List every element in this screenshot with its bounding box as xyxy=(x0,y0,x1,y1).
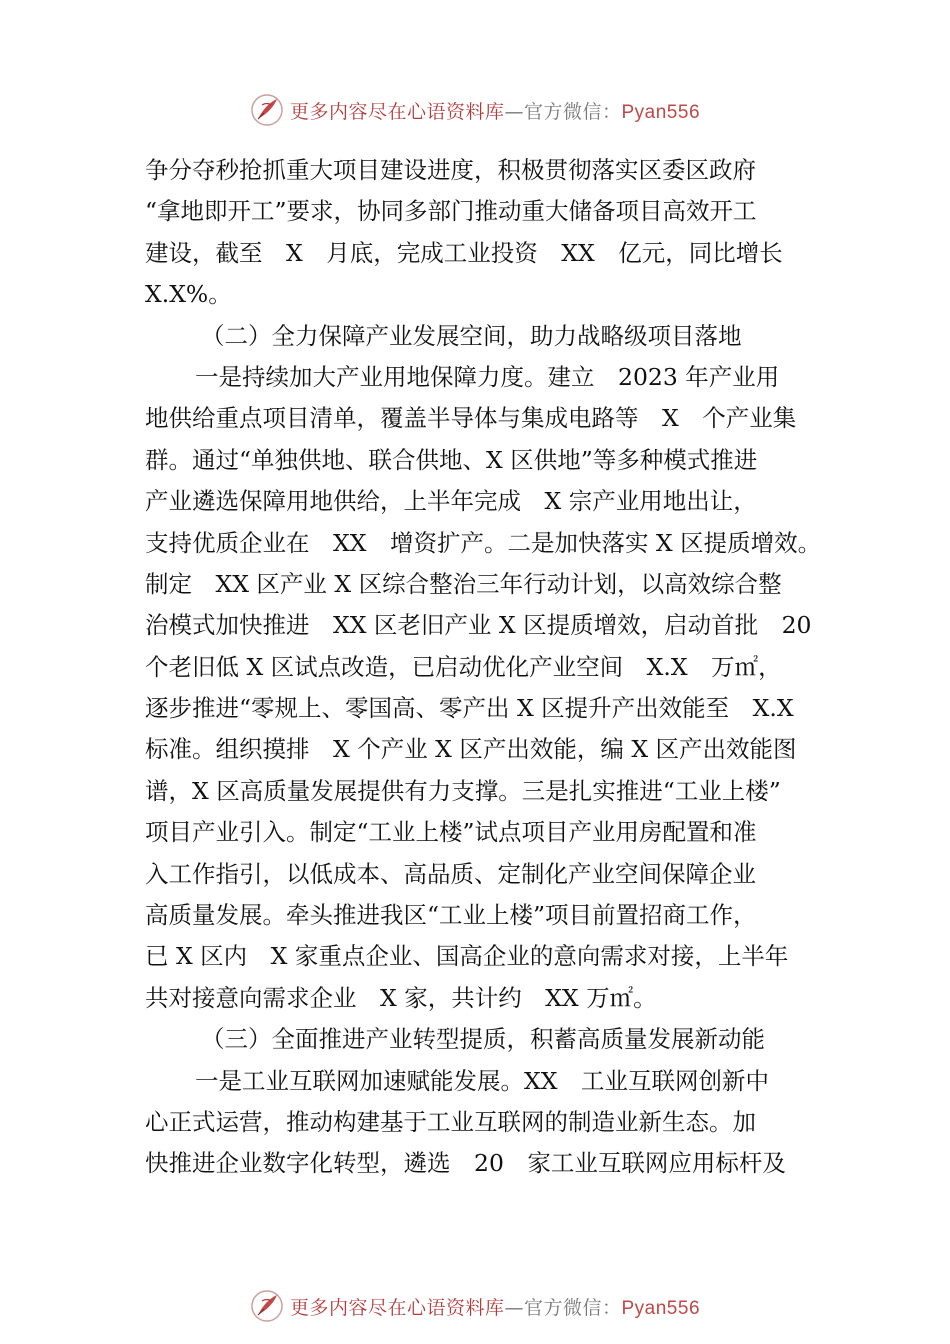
watermark-footer xyxy=(0,1289,950,1329)
body-line: 支持优质企业在 XX 增资扩产。二是加快落实 X 区提质增效。 xyxy=(145,528,822,557)
quill-pen-logo-icon xyxy=(250,1289,284,1323)
body-line: 项目产业引入。制定“工业上楼”试点项目产业用房配置和准 xyxy=(145,818,757,847)
body-line: 建设，截至 X 月底，完成工业投资 XX 亿元，同比增长 xyxy=(145,238,783,267)
body-line: X.X%。 xyxy=(145,280,232,309)
body-line: 高质量发展。牵头推进我区“工业上楼”项目前置招商工作， xyxy=(145,901,757,930)
watermark-text: 更多内容尽在心语资料库—官方微信：Pyan556 xyxy=(289,100,701,123)
paragraph-start: 一是持续加大产业用地保障力度。建立 2023 年产业用 xyxy=(195,362,780,391)
body-line: 逐步推进“零规上、零国高、零产出 X 区提升产出效能至 X.X xyxy=(145,694,794,723)
body-line: 争分夺秒抢抓重大项目建设进度，积极贯彻落实区委区政府 xyxy=(145,156,756,184)
watermark-header xyxy=(0,93,950,133)
body-line: 制定 XX 区产业 X 区综合整治三年行动计划，以高效综合整 xyxy=(145,569,782,598)
body-line: 地供给重点项目清单，覆盖半导体与集成电路等 X 个产业集 xyxy=(145,404,797,433)
body-line: 产业遴选保障用地供给，上半年完成 X 宗产业用地出让， xyxy=(145,487,757,516)
body-line: 治模式加快推进 XX 区老旧产业 X 区提质增效，启动首批 20 xyxy=(145,611,812,640)
quill-pen-logo-icon xyxy=(250,93,284,127)
body-line: 谱，X 区高质量发展提供有力支撑。三是扎实推进“工业上楼” xyxy=(145,776,781,805)
document-body xyxy=(145,150,822,1185)
section-heading-3: （三）全面推进产业转型提质，积蓄高质量发展新动能 xyxy=(201,1025,765,1054)
section-heading-2: （二）全力保障产业发展空间，助力战略级项目落地 xyxy=(201,321,742,350)
body-line: “拿地即开工”要求，协同多部门推动重大储备项目高效开工 xyxy=(145,197,757,226)
watermark-text: 更多内容尽在心语资料库—官方微信：Pyan556 xyxy=(289,1296,701,1319)
body-line: 入工作指引，以低成本、高品质、定制化产业空间保障企业 xyxy=(145,859,756,888)
body-line: 快推进企业数字化转型，遴选 20 家工业互联网应用标杆及 xyxy=(145,1149,786,1178)
body-line: 个老旧低 X 区试点改造，已启动优化产业空间 X.X 万㎡， xyxy=(145,652,782,681)
body-line: 标准。组织摸排 X 个产业 X 区产出效能，编 X 区产出效能图 xyxy=(145,735,797,764)
body-line: 群。通过“单独供地、联合供地、X 区供地”等多种模式推进 xyxy=(145,445,758,474)
body-line: 已 X 区内 X 家重点企业、国高企业的意向需求对接，上半年 xyxy=(145,942,789,971)
body-line: 共对接意向需求企业 X 家，共计约 XX 万㎡。 xyxy=(145,983,657,1012)
paragraph-start: 一是工业互联网加速赋能发展。XX 工业互联网创新中 xyxy=(195,1066,769,1095)
body-line: 心正式运营，推动构建基于工业互联网的制造业新生态。加 xyxy=(145,1107,756,1136)
